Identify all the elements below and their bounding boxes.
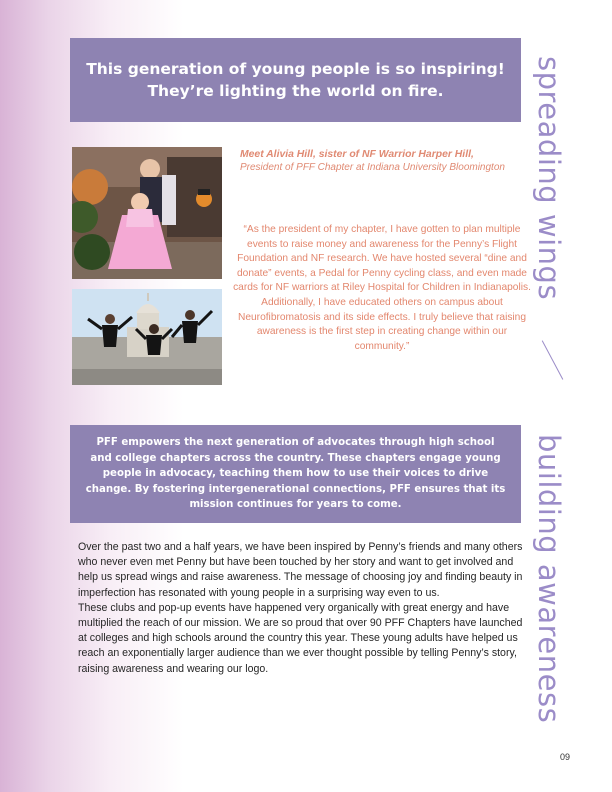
photo-costume-porch xyxy=(72,147,222,279)
callout-banner xyxy=(70,425,521,523)
headline: This generation of young people is so inspiring! They’re lighting the world on fire. xyxy=(86,60,505,100)
title-divider xyxy=(542,340,564,380)
headline-banner xyxy=(70,38,521,122)
body-paragraph-1: Over the past two and a half years, we have been inspired by Penny’s friends and many others who never even met Penny but have been touched by her story and want to get involved and help us spread wings and raise awareness. The message of choosing joy and finding beauty in imperfection has resonated with young people in a surprising way even to us. xyxy=(78,541,523,599)
photo-capitol-jump xyxy=(72,289,222,385)
feature-meet-line: Meet Alivia Hill, sister of NF Warrior Harper Hill, xyxy=(240,149,474,160)
side-title-building-awareness: building awareness xyxy=(532,434,566,724)
feature-quote: “As the president of my chapter, I have gotten to plan multiple events to raise money and awareness for the Penny’s Flight Foundation and NF research. We have hosted several “dine and donate” events, a Pedal for Penny cycling class, and even made cards for NF warriors at Riley Hospital for Children in Indianapolis. Additionally, I have educated others on campus about Neurofibromatosis and its side effects. I truly believe that raising awareness is the first step in creating change within our community.” xyxy=(233,224,531,352)
feature-intro xyxy=(240,148,525,174)
body-copy xyxy=(78,540,523,677)
page-number: 09 xyxy=(560,752,571,762)
body-paragraph-2: These clubs and pop-up events have happened very organically with great energy and have multiplied the reach of our mission. We are so proud that over 90 PFF Chapters have launched at colleges and high schools around the country this year. These young adults have helped us reach an exponentially larger audience than we ever thought possible by telling Penny’s story, raising awareness and wearing our logo. xyxy=(78,601,523,675)
side-title-spreading-wings: spreading wings xyxy=(532,56,566,301)
feature-role-line: President of PFF Chapter at Indiana University Bloomington xyxy=(240,162,505,173)
callout-text: PFF empowers the next generation of advocates through high school and college chapters across the country. These chapters engage young people in advocacy, teaching them how to use their voices to drive change. By fostering intergenerational connections, PFF ensures that its mission continues for years to come. xyxy=(85,437,506,511)
